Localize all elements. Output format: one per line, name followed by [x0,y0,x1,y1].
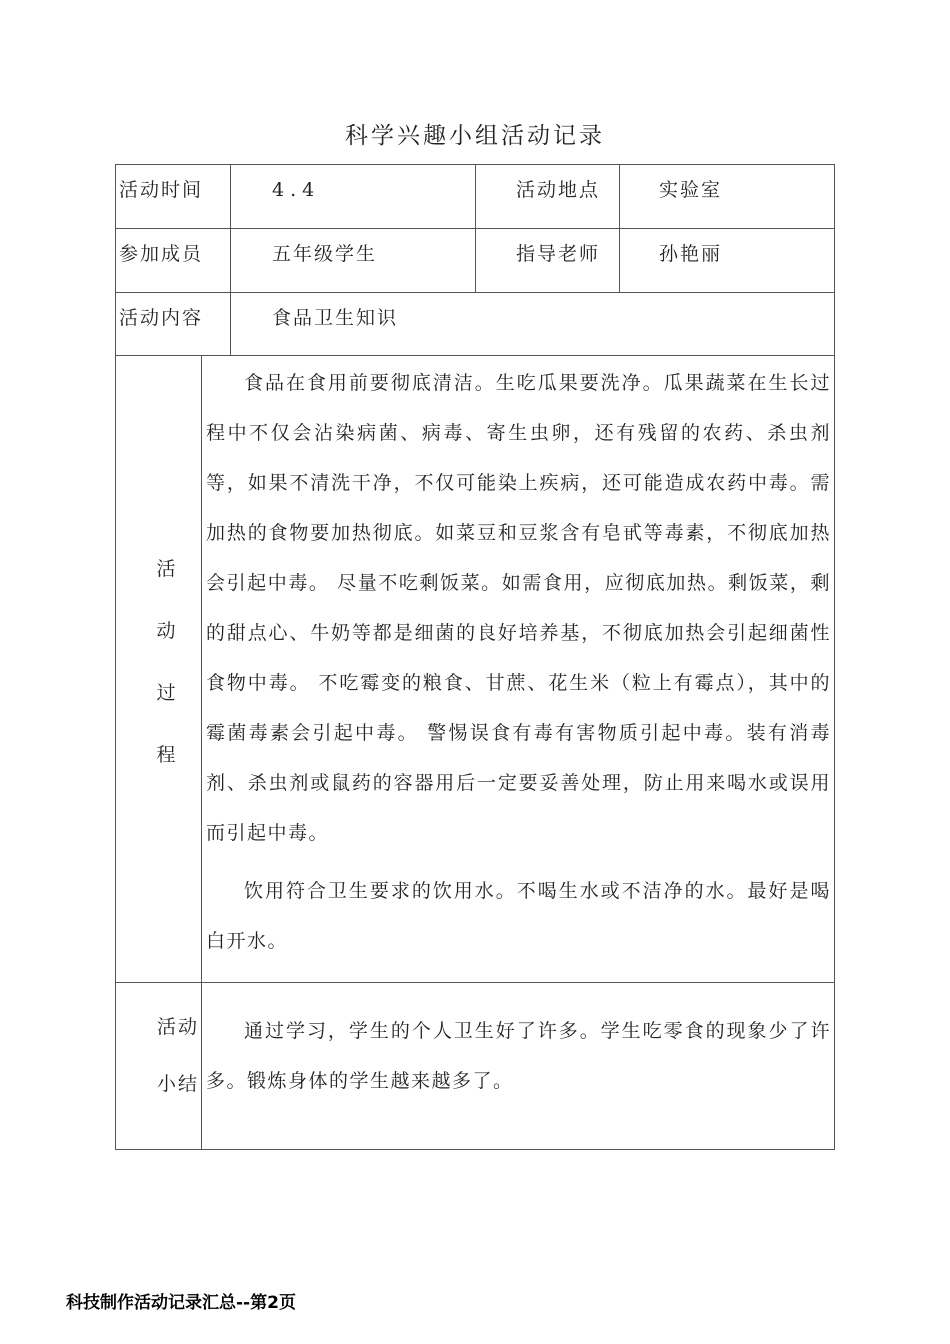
place-value: 实验室 [659,179,723,201]
place-label: 活动地点 [516,179,601,201]
process-label [154,556,178,804]
process-label-char: 过 [156,682,176,704]
table-divider [201,355,202,1149]
summary-label-line: 小结 [157,1073,200,1095]
table-divider [230,164,231,355]
table-divider [475,164,476,292]
members-label: 参加成员 [119,243,204,265]
table-border-right [834,164,835,1149]
summary-text: 通过学习，学生的个人卫生好了许多。学生吃零食的现象少了许多。锻炼身体的学生越来越多了。 [206,1020,831,1092]
table-rule [115,982,835,983]
page-title: 科学兴趣小组活动记录 [345,123,605,149]
time-label: 活动时间 [119,179,204,201]
table-rule [115,355,835,356]
process-paragraph: 饮用符合卫生要求的饮用水。不喝生水或不洁净的水。最好是喝白开水。 [206,880,831,952]
content-value: 食品卫生知识 [272,307,399,329]
table-divider [619,164,620,292]
table-rule-bottom [115,1149,835,1150]
process-label-char: 活 [156,558,176,580]
process-label-char: 程 [156,744,176,766]
teacher-value: 孙艳丽 [659,243,723,265]
time-value: 4.4 [272,179,321,201]
page-footer: 科技制作活动记录汇总--第2页 [66,1293,296,1313]
content-label: 活动内容 [119,307,204,329]
members-value: 五年级学生 [272,243,378,265]
table-border-left [115,164,116,1149]
teacher-label: 指导老师 [516,243,601,265]
summary-label [157,1014,199,1128]
process-label-char: 动 [156,620,176,642]
summary-label-line: 活动 [157,1016,200,1038]
process-paragraph: 食品在食用前要彻底清洁。生吃瓜果要洗净。瓜果蔬菜在生长过程中不仅会沾染病菌、病毒、寄生虫卵，还有残留的农药、杀虫剂等，如果不清洗干净，不仅可能染上疾病，还可能造成农药中毒。需加热的食物要加热彻底。如菜豆和豆浆含有皂甙等毒素，不彻底加热会引起中毒。 尽量不吃剩饭菜。如需食用，应彻底加热。剩饭菜，剩的甜点心、牛奶等都是细菌的良好培养基，不彻底加热会引起细菌性食物中毒。 不吃霉变的粮食、甘蔗、花生米（粒上有霉点），其中的霉菌毒素会引起中毒。 警惕误食有毒有害物质引起中毒。装有消毒剂、杀虫剂或鼠药的容器用后一定要妥善处理，防止用来喝水或误用而引起中毒。 [206,372,831,844]
table-rule [115,292,835,293]
